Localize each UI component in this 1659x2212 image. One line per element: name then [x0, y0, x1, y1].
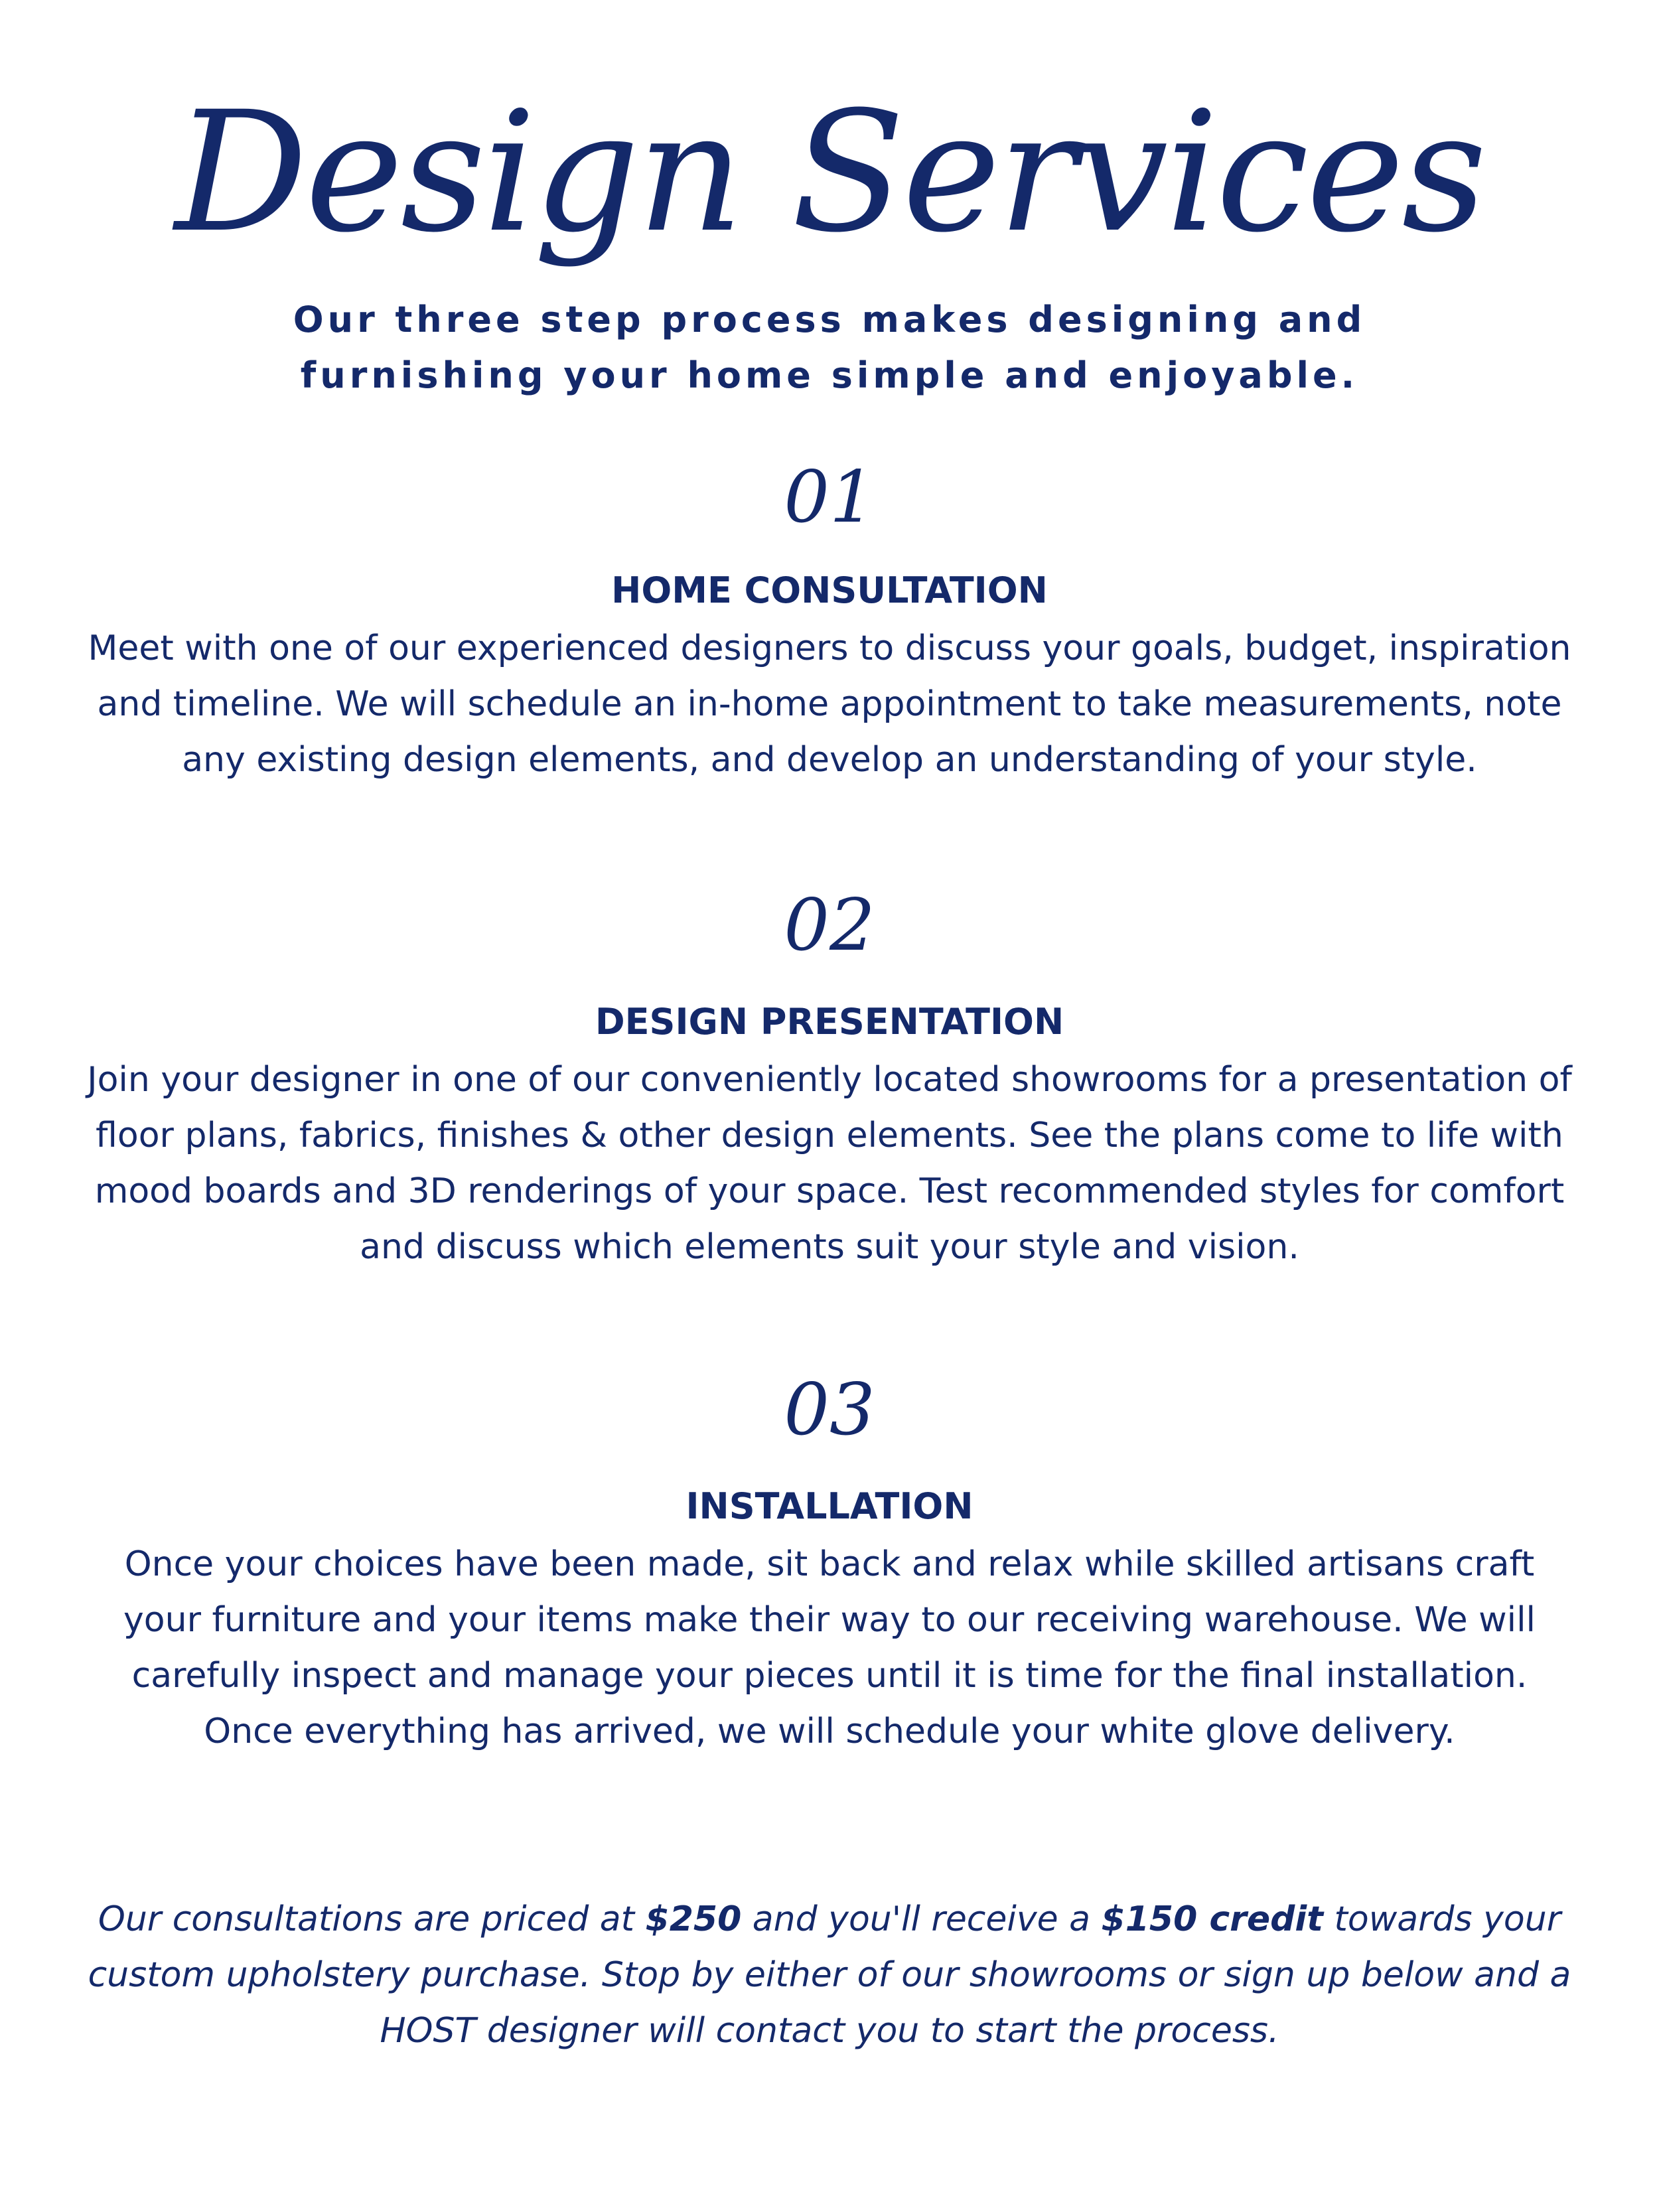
page-subtitle: Our three step process makes designing and furnishing your home simple and enjoyable.	[293, 299, 1366, 396]
step-1-description: Meet with one of our experienced designers to discuss your goals, budget, inspiration and timeline. We will schedule an in-home appointment to take measurements, note any existing design elements, and develop an understanding of your style.	[88, 628, 1571, 780]
pricing-note-text-1: Our consultations are priced at	[98, 1899, 646, 1939]
consultation-price: $250	[645, 1899, 742, 1939]
pricing-note-text-3: towards your custom upholstery purchase. Stop by either of our showrooms or sign up below and a HOST designer will contact you to start the process.	[88, 1899, 1571, 2051]
upholstery-credit: $150 credit	[1101, 1899, 1324, 1939]
pricing-note-text-2: and you'll receive a	[741, 1899, 1102, 1939]
step-3-heading: INSTALLATION	[685, 1485, 974, 1527]
step-1-heading: HOME CONSULTATION	[611, 569, 1048, 611]
step-3-description: Once your choices have been made, sit back and relax while skilled artisans craft your furniture and your items make their way to our receiving warehouse. We will carefully inspect and manage your pieces until it is time for the final installation. Once everything has arrived, we will schedule your white glove delivery.	[123, 1544, 1536, 1751]
pricing-note	[86, 1891, 1573, 2059]
page-title: Design Services	[175, 76, 1484, 269]
step-1-number: 01	[784, 456, 875, 539]
step-3-number: 03	[784, 1368, 875, 1451]
step-2-heading: DESIGN PRESENTATION	[595, 1001, 1064, 1043]
step-2-number: 02	[784, 884, 875, 967]
step-2-description: Join your designer in one of our conveniently located showrooms for a presentation of floor plans, fabrics, finishes & other design elements. See the plans come to life with mood boards and 3D renderings of your space. Test recommended styles for comfort and discuss which elements suit your style and vision.	[87, 1060, 1572, 1267]
